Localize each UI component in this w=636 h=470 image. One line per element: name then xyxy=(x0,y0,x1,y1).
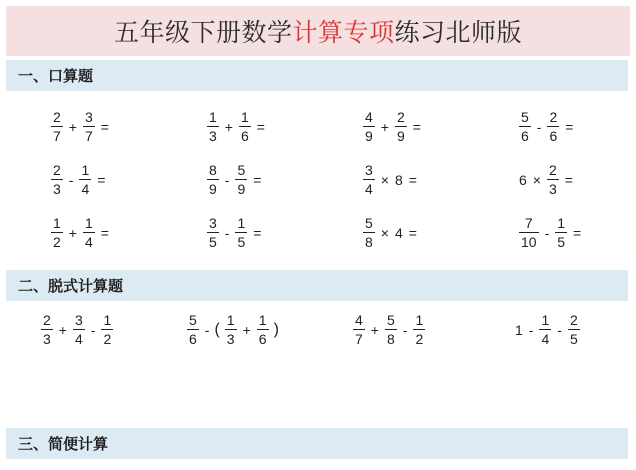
denominator: 6 xyxy=(521,128,529,144)
denominator: 4 xyxy=(81,181,90,197)
oral-problem xyxy=(204,110,268,143)
oral-problem xyxy=(48,110,112,143)
minus-sign: - xyxy=(68,171,74,188)
detached-problem xyxy=(350,313,428,346)
detached-problem xyxy=(38,313,116,346)
title-part-3: 练习北师版 xyxy=(394,18,523,47)
fraction xyxy=(207,163,219,196)
denominator: 9 xyxy=(237,181,246,197)
fraction xyxy=(519,110,531,143)
numerator: 1 xyxy=(541,312,550,328)
plus-sign: + xyxy=(370,321,379,338)
denominator: 3 xyxy=(209,128,217,144)
denominator: 9 xyxy=(365,128,373,144)
plus-sign: + xyxy=(224,118,233,135)
section-detached-header xyxy=(6,270,628,301)
fraction xyxy=(413,313,425,346)
fraction xyxy=(363,163,375,196)
equals-sign: = xyxy=(100,118,109,135)
fraction xyxy=(395,110,407,143)
oral-problem xyxy=(360,216,420,249)
numerator: 3 xyxy=(365,162,373,178)
denominator: 4 xyxy=(541,331,550,347)
detached-problem xyxy=(184,313,281,346)
minus-sign: - xyxy=(402,321,408,338)
oral-problem xyxy=(516,216,584,249)
numerator: 2 xyxy=(569,312,578,328)
oral-problem xyxy=(48,216,112,249)
equals-sign: = xyxy=(97,171,106,188)
minus-sign: - xyxy=(557,321,562,338)
denominator: 5 xyxy=(569,331,578,347)
plus-sign: + xyxy=(68,224,77,241)
fraction xyxy=(83,216,95,249)
fraction xyxy=(385,313,397,346)
numerator: 1 xyxy=(84,215,93,231)
numerator: 5 xyxy=(521,109,529,125)
numerator: 1 xyxy=(81,162,90,178)
denominator: 6 xyxy=(189,331,197,347)
fraction xyxy=(73,313,85,346)
plus-sign: + xyxy=(242,321,251,338)
plus-sign: + xyxy=(68,118,77,135)
fraction xyxy=(257,313,269,346)
numerator: 2 xyxy=(549,109,558,125)
denominator: 5 xyxy=(237,234,246,250)
denominator: 9 xyxy=(209,181,217,197)
fraction xyxy=(101,313,113,346)
numerator: 5 xyxy=(237,162,246,178)
section-detached-title: 二、脱式计算题 xyxy=(18,277,124,295)
number: 1 xyxy=(515,321,523,338)
minus-sign: - xyxy=(224,224,230,241)
fraction xyxy=(519,216,539,249)
equals-sign: = xyxy=(256,118,265,135)
equals-sign: = xyxy=(408,171,417,188)
denominator: 4 xyxy=(84,234,93,250)
section-oral-title: 一、口算题 xyxy=(18,67,94,85)
minus-sign: - xyxy=(204,321,210,338)
fraction xyxy=(235,216,247,249)
denominator: 5 xyxy=(557,234,566,250)
numerator: 1 xyxy=(557,215,566,231)
denominator: 6 xyxy=(240,128,249,144)
numerator: 1 xyxy=(415,312,424,328)
oral-problem xyxy=(204,216,264,249)
fraction xyxy=(207,110,219,143)
denominator: 3 xyxy=(226,331,235,347)
denominator: 7 xyxy=(355,331,363,347)
fraction xyxy=(225,313,237,346)
fraction xyxy=(363,216,375,249)
denominator: 3 xyxy=(548,181,557,197)
denominator: 2 xyxy=(53,234,61,250)
fraction xyxy=(547,163,559,196)
numerator: 1 xyxy=(226,312,235,328)
denominator: 10 xyxy=(521,234,537,250)
oral-problem xyxy=(360,163,420,196)
fraction xyxy=(51,110,63,143)
equals-sign: = xyxy=(253,171,262,188)
number: 6 xyxy=(519,171,527,188)
plus-sign: + xyxy=(380,118,389,135)
page-title xyxy=(6,6,630,56)
fraction xyxy=(187,313,199,346)
numerator: 4 xyxy=(355,312,363,328)
numerator: 1 xyxy=(237,215,246,231)
times-sign: × xyxy=(380,224,389,241)
fraction xyxy=(235,163,247,196)
numerator: 2 xyxy=(53,162,61,178)
section-simplify-header xyxy=(6,428,628,459)
denominator: 6 xyxy=(258,331,267,347)
fraction xyxy=(353,313,365,346)
equals-sign: = xyxy=(564,171,573,188)
numerator: 7 xyxy=(524,215,533,231)
denominator: 2 xyxy=(415,331,424,347)
numerator: 2 xyxy=(396,109,405,125)
minus-sign: - xyxy=(90,321,96,338)
numerator: 1 xyxy=(103,312,112,328)
fraction xyxy=(83,110,95,143)
fraction xyxy=(239,110,251,143)
numerator: 2 xyxy=(53,109,61,125)
denominator: 6 xyxy=(549,128,558,144)
denominator: 9 xyxy=(396,128,405,144)
fraction xyxy=(207,216,219,249)
denominator: 4 xyxy=(365,181,373,197)
fraction xyxy=(51,163,63,196)
denominator: 3 xyxy=(43,331,51,347)
numerator: 1 xyxy=(53,215,61,231)
numerator: 4 xyxy=(365,109,373,125)
section-oral-header xyxy=(6,60,628,91)
detached-problem xyxy=(512,313,583,346)
plus-sign: + xyxy=(58,321,67,338)
minus-sign: - xyxy=(224,171,230,188)
fraction xyxy=(363,110,375,143)
numerator: 8 xyxy=(209,162,217,178)
open-paren: ( xyxy=(214,320,220,338)
equals-sign: = xyxy=(408,224,417,241)
fraction xyxy=(555,216,567,249)
denominator: 3 xyxy=(53,181,61,197)
oral-problem xyxy=(48,163,108,196)
fraction xyxy=(41,313,53,346)
numerator: 1 xyxy=(209,109,217,125)
number: 4 xyxy=(394,224,403,241)
oral-problem xyxy=(360,110,424,143)
equals-sign: = xyxy=(565,118,574,135)
fraction xyxy=(547,110,559,143)
numerator: 2 xyxy=(548,162,557,178)
minus-sign: - xyxy=(528,321,534,338)
denominator: 2 xyxy=(103,331,112,347)
close-paren: ) xyxy=(273,320,279,338)
title-part-2-highlight: 计算专项 xyxy=(292,18,395,47)
times-sign: × xyxy=(532,171,541,188)
equals-sign: = xyxy=(253,224,262,241)
oral-problem xyxy=(204,163,264,196)
oral-problem xyxy=(516,110,576,143)
title-part-1: 五年级下册数学 xyxy=(113,18,293,47)
numerator: 3 xyxy=(84,109,93,125)
minus-sign: - xyxy=(544,224,550,241)
denominator: 4 xyxy=(74,331,83,347)
fraction xyxy=(79,163,91,196)
times-sign: × xyxy=(380,171,389,188)
numerator: 3 xyxy=(74,312,83,328)
fraction xyxy=(51,216,63,249)
numerator: 1 xyxy=(258,312,267,328)
denominator: 8 xyxy=(365,234,373,250)
numerator: 5 xyxy=(365,215,373,231)
equals-sign: = xyxy=(412,118,421,135)
numerator: 5 xyxy=(386,312,395,328)
oral-problem xyxy=(516,163,576,196)
fraction xyxy=(539,313,551,346)
numerator: 2 xyxy=(43,312,51,328)
numerator: 5 xyxy=(189,312,197,328)
denominator: 8 xyxy=(386,331,395,347)
numerator: 1 xyxy=(240,109,249,125)
minus-sign: - xyxy=(536,118,542,135)
denominator: 7 xyxy=(84,128,93,144)
equals-sign: = xyxy=(100,224,109,241)
denominator: 5 xyxy=(209,234,217,250)
fraction xyxy=(568,313,580,346)
number: 8 xyxy=(394,171,403,188)
equals-sign: = xyxy=(573,224,582,241)
denominator: 7 xyxy=(53,128,61,144)
section-simplify-title: 三、简便计算 xyxy=(18,435,109,453)
numerator: 3 xyxy=(209,215,217,231)
